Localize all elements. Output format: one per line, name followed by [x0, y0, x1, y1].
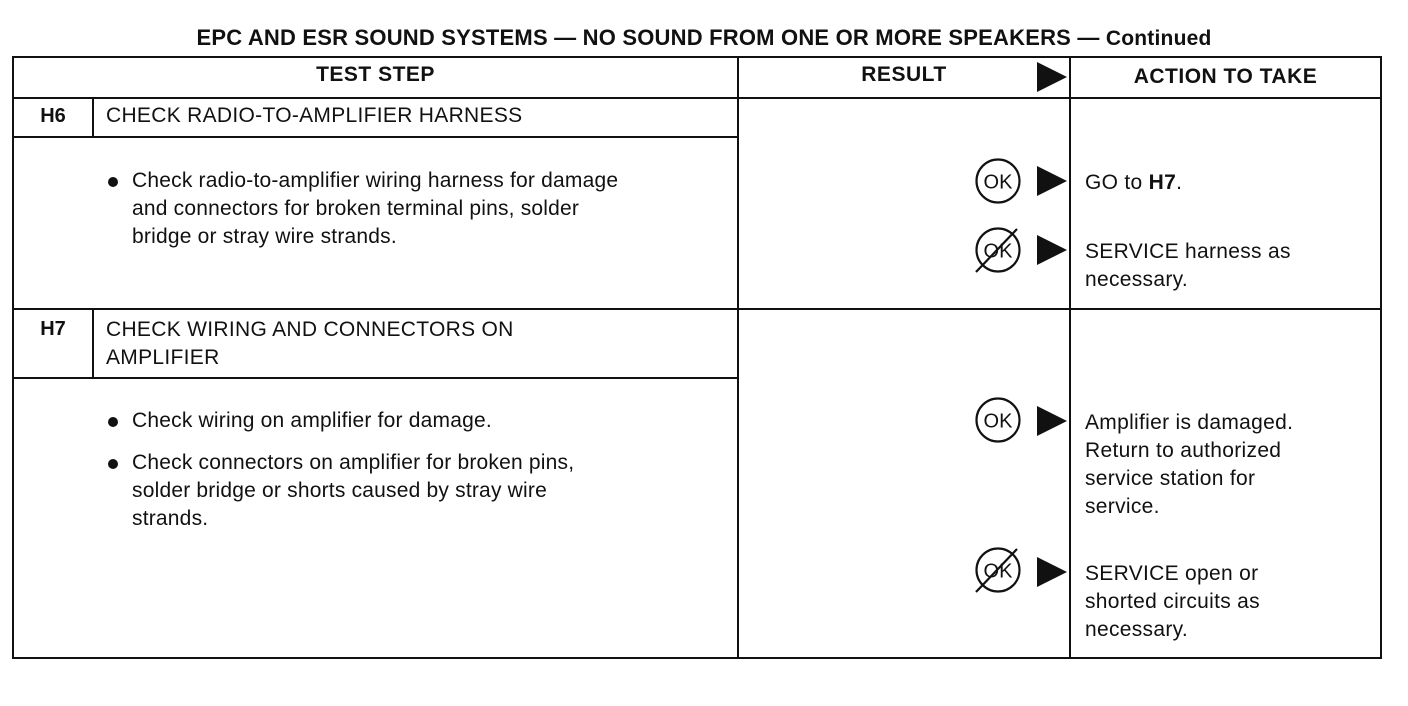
bullet-line: and connectors for broken terminal pins, solder	[132, 197, 580, 220]
header-arrow-icon	[1035, 60, 1069, 94]
action-text: .	[1176, 171, 1183, 194]
not-ok-result-icon	[975, 547, 1021, 593]
bullet-icon	[108, 177, 118, 187]
title-continued: Continued	[1105, 27, 1212, 50]
step-heading-line: CHECK RADIO-TO-AMPLIFIER HARNESS	[106, 104, 523, 127]
arrow-icon	[1035, 164, 1069, 198]
bullet-line: Check radio-to-amplifier wiring harness for damage	[132, 169, 619, 192]
action-line: service station for	[1085, 467, 1256, 490]
bullet-icon	[108, 459, 118, 469]
page-title	[0, 25, 1408, 51]
step-heading-line: CHECK WIRING AND CONNECTORS ON	[106, 318, 514, 341]
action-line: shorted circuits as	[1085, 590, 1260, 613]
svg-text:OK: OK	[983, 410, 1013, 433]
action-line: SERVICE harness as	[1085, 240, 1291, 263]
svg-text:OK: OK	[983, 560, 1013, 583]
action-h6-not-ok	[1085, 238, 1291, 294]
svg-text:OK: OK	[983, 240, 1013, 263]
bullet-line: Check wiring on amplifier for damage.	[132, 409, 492, 432]
step-heading-h7	[106, 316, 514, 372]
step-bullet-h7-2	[132, 449, 574, 533]
header-action: ACTION TO TAKE	[1133, 65, 1318, 88]
step-heading-line: AMPLIFIER	[106, 346, 220, 369]
arrow-icon	[1035, 233, 1069, 267]
action-line: necessary.	[1085, 268, 1188, 291]
action-line: Return to authorized	[1085, 439, 1282, 462]
bullet-line: bridge or stray wire strands.	[132, 225, 397, 248]
step-bullet-h7-1	[132, 407, 492, 435]
ok-result-icon	[975, 397, 1021, 443]
step-code-h7: H7	[40, 318, 66, 340]
action-h7-not-ok	[1085, 560, 1260, 644]
action-line: service.	[1085, 495, 1160, 518]
arrow-icon	[1035, 404, 1069, 438]
bullet-line: strands.	[132, 507, 209, 530]
header-result: RESULT	[861, 63, 947, 86]
action-line: necessary.	[1085, 618, 1188, 641]
action-line: Amplifier is damaged.	[1085, 411, 1294, 434]
action-h7-ok	[1085, 409, 1293, 521]
step-heading-h6	[106, 102, 522, 130]
action-line: SERVICE open or	[1085, 562, 1259, 585]
action-step-ref: H7	[1148, 171, 1177, 194]
ok-result-icon	[975, 158, 1021, 204]
not-ok-result-icon	[975, 227, 1021, 273]
arrow-icon	[1035, 555, 1069, 589]
bullet-icon	[108, 417, 118, 427]
bullet-line: Check connectors on amplifier for broken pins,	[132, 451, 575, 474]
title-main: EPC AND ESR SOUND SYSTEMS — NO SOUND FROM ONE OR MORE SPEAKERS —	[196, 25, 1100, 50]
step-bullet-h6-1	[132, 167, 618, 251]
bullet-line: solder bridge or shorts caused by stray wire	[132, 479, 547, 502]
action-h6-ok	[1085, 169, 1182, 197]
action-text: GO to	[1085, 171, 1149, 194]
header-test-step: TEST STEP	[316, 63, 435, 86]
step-code-h6: H6	[40, 105, 66, 127]
svg-text:OK: OK	[983, 171, 1013, 194]
